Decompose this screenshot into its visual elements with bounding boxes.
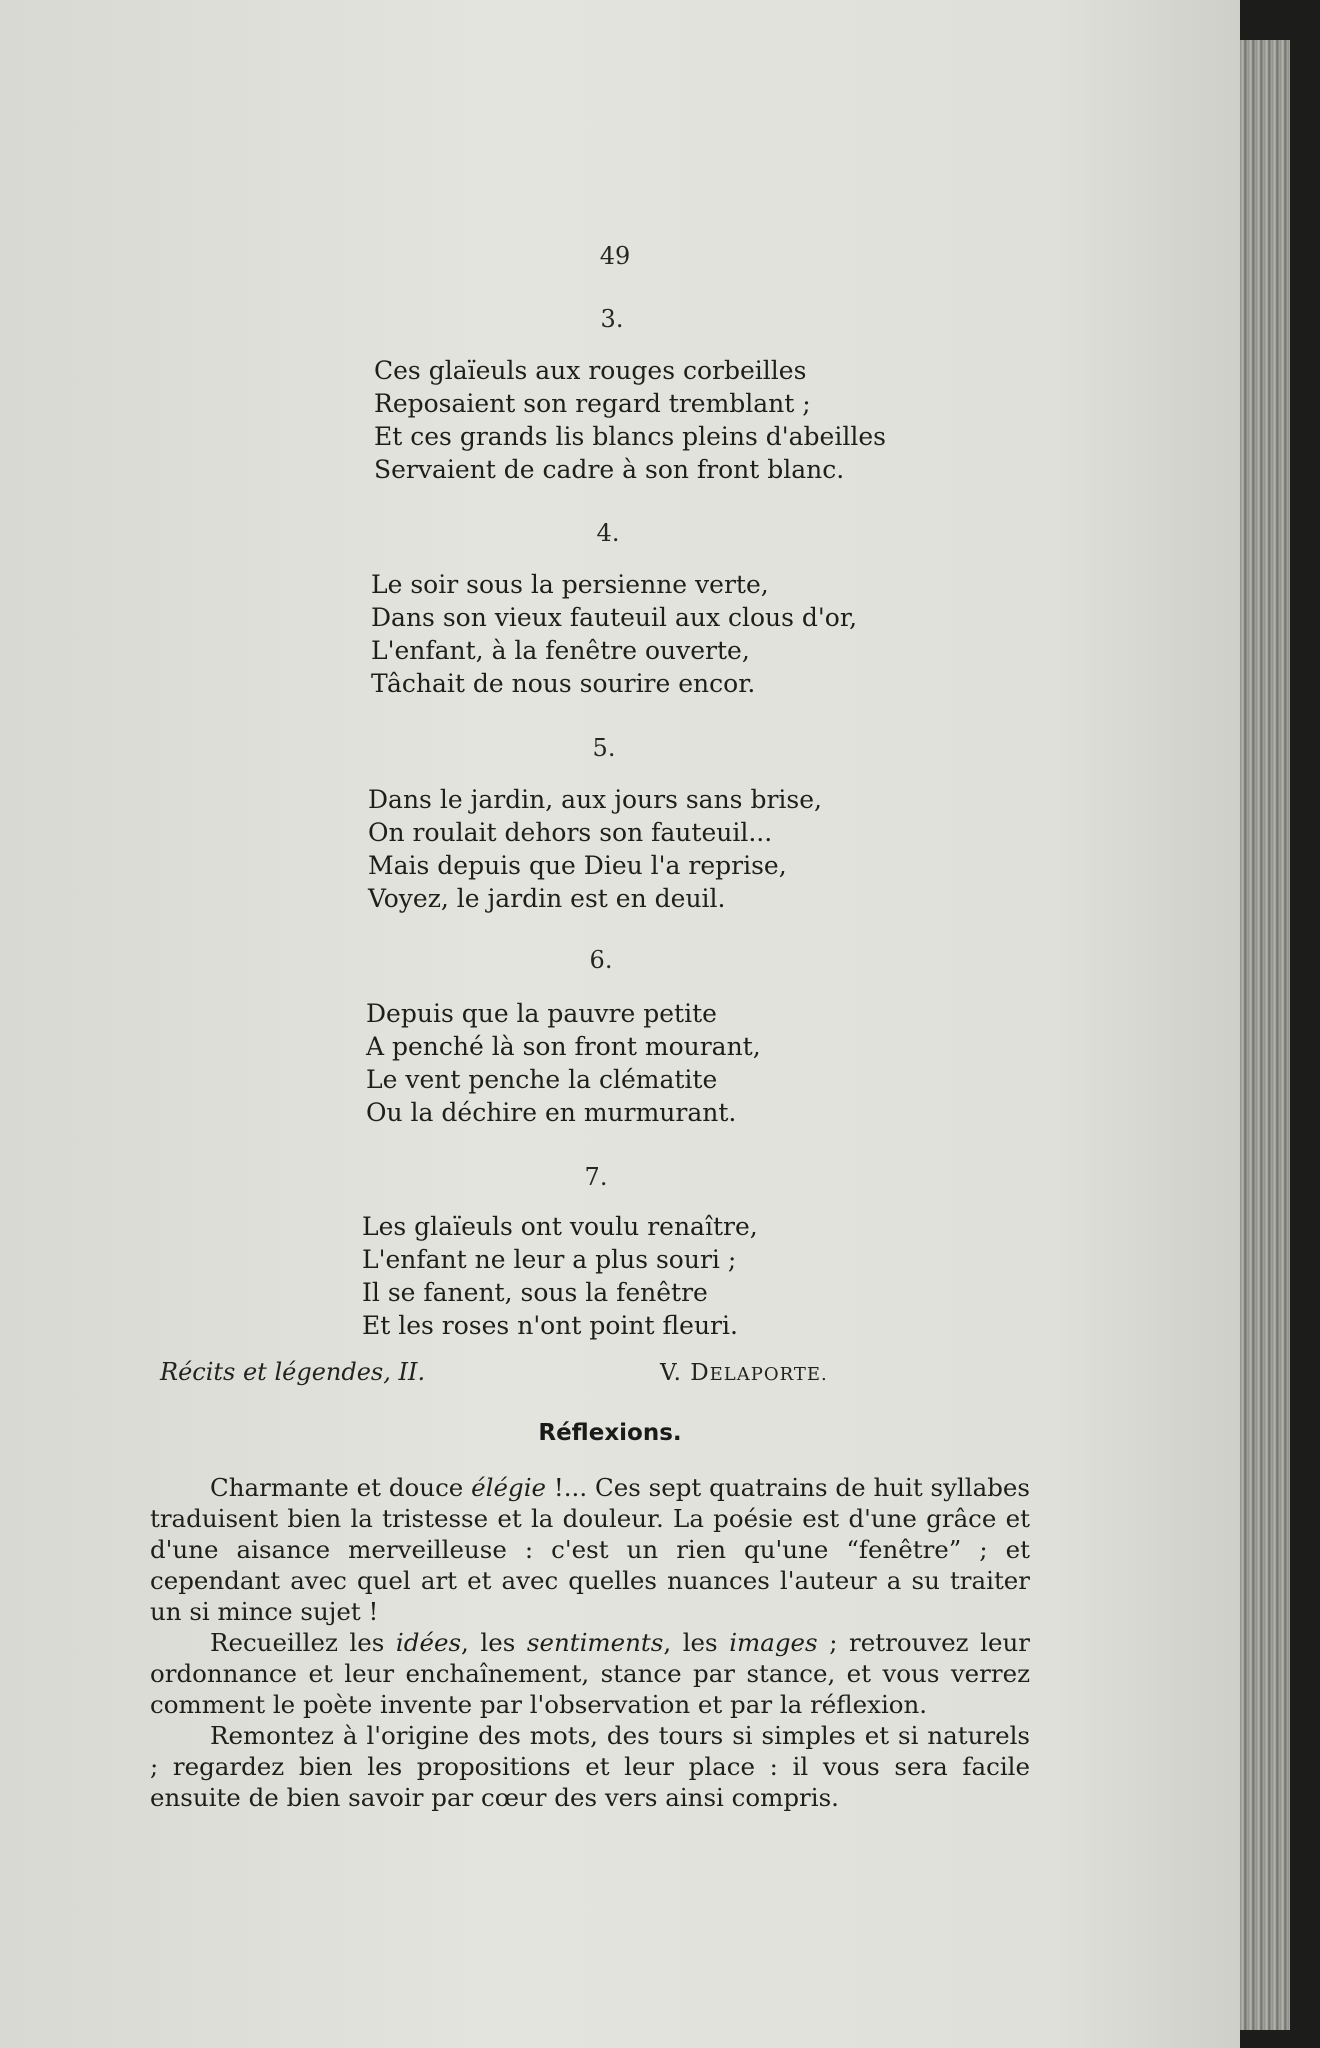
stanza <box>371 568 857 700</box>
verse-line: Le soir sous la persienne verte, <box>371 570 769 599</box>
verse-line: L'enfant, à la fenêtre ouverte, <box>371 636 750 665</box>
text-run: !... Ces sept quatrains de huit syllabes traduisent bien la tristesse et la douleur. La poésie est d'une grâce et d'une aisance merveilleuse : c'est un rien qu'une “fenêtre” ; et cependant avec quel art et avec quelles nuances l'auteur a su traiter un si mince sujet ! <box>150 1473 1030 1626</box>
author-surname-smallcaps: ELAPORTE. <box>709 1364 828 1385</box>
text-run: Remontez à l'origine des mots, des tours si simples et si naturels ; regardez bien les propositions et leur place : il vous sera facile ensuite de bien savoir par cœur des vers ainsi compris. <box>150 1721 1030 1812</box>
page-number: 49 <box>599 242 631 270</box>
verse-line: Le vent penche la clématite <box>366 1065 718 1094</box>
stanza-number: 4. <box>596 519 620 547</box>
verse-line: Ou la déchire en murmurant. <box>366 1098 737 1127</box>
commentary-text <box>150 1472 1030 1813</box>
page-stack-edge <box>1240 40 1290 2030</box>
section-heading: Réflexions. <box>538 1420 682 1446</box>
stanza <box>362 1210 758 1342</box>
italic-term: idées <box>395 1628 462 1657</box>
italic-term: élégie <box>471 1473 547 1502</box>
verse-line: On roulait dehors son fauteuil... <box>368 818 773 847</box>
verse-line: Depuis que la pauvre petite <box>366 999 717 1028</box>
italic-term: images <box>729 1628 818 1657</box>
paragraph <box>150 1720 1030 1813</box>
stanza <box>368 783 822 915</box>
text-run: Charmante et douce <box>210 1473 472 1502</box>
verse-line: Et les roses n'ont point fleuri. <box>362 1311 738 1340</box>
stanza <box>374 354 886 486</box>
verse-line: L'enfant ne leur a plus souri ; <box>362 1245 737 1274</box>
text-run: Recueillez les <box>210 1628 396 1657</box>
paragraph <box>150 1627 1030 1720</box>
text-run: ; retrouvez leur ordonnance et leur enchaînement, stance par stance, et vous verrez comment le poète invente par l'observation et par la réflexion. <box>150 1628 1030 1719</box>
verse-line: Il se fanent, sous la fenêtre <box>362 1278 708 1307</box>
stanza-number: 7. <box>584 1163 608 1191</box>
stanza <box>366 997 761 1129</box>
verse-line: Dans le jardin, aux jours sans brise, <box>368 785 822 814</box>
text-run: , les <box>663 1628 730 1657</box>
verse-line: Tâchait de nous sourire encor. <box>371 669 756 698</box>
italic-term: sentiments <box>526 1628 664 1657</box>
paragraph <box>150 1472 1030 1627</box>
verse-line: Mais depuis que Dieu l'a reprise, <box>368 851 787 880</box>
source-citation: Récits et légendes, II. <box>160 1358 426 1386</box>
stanza-number: 3. <box>600 305 624 333</box>
verse-line: Ces glaïeuls aux rouges corbeilles <box>374 356 807 385</box>
verse-line: A penché là son front mourant, <box>366 1032 761 1061</box>
verse-line: Les glaïeuls ont voulu renaître, <box>362 1212 758 1241</box>
text-run: , les <box>461 1628 527 1657</box>
verse-line: Voyez, le jardin est en deuil. <box>368 884 726 913</box>
author-signature <box>660 1360 828 1386</box>
verse-line: Reposaient son regard tremblant ; <box>374 389 811 418</box>
author-initial: V. D <box>660 1360 710 1386</box>
verse-line: Servaient de cadre à son front blanc. <box>374 455 845 484</box>
verse-line: Dans son vieux fauteuil aux clous d'or, <box>371 603 858 632</box>
stanza-number: 6. <box>589 946 613 974</box>
stanza-number: 5. <box>592 734 616 762</box>
verse-line: Et ces grands lis blancs pleins d'abeilles <box>374 422 886 451</box>
